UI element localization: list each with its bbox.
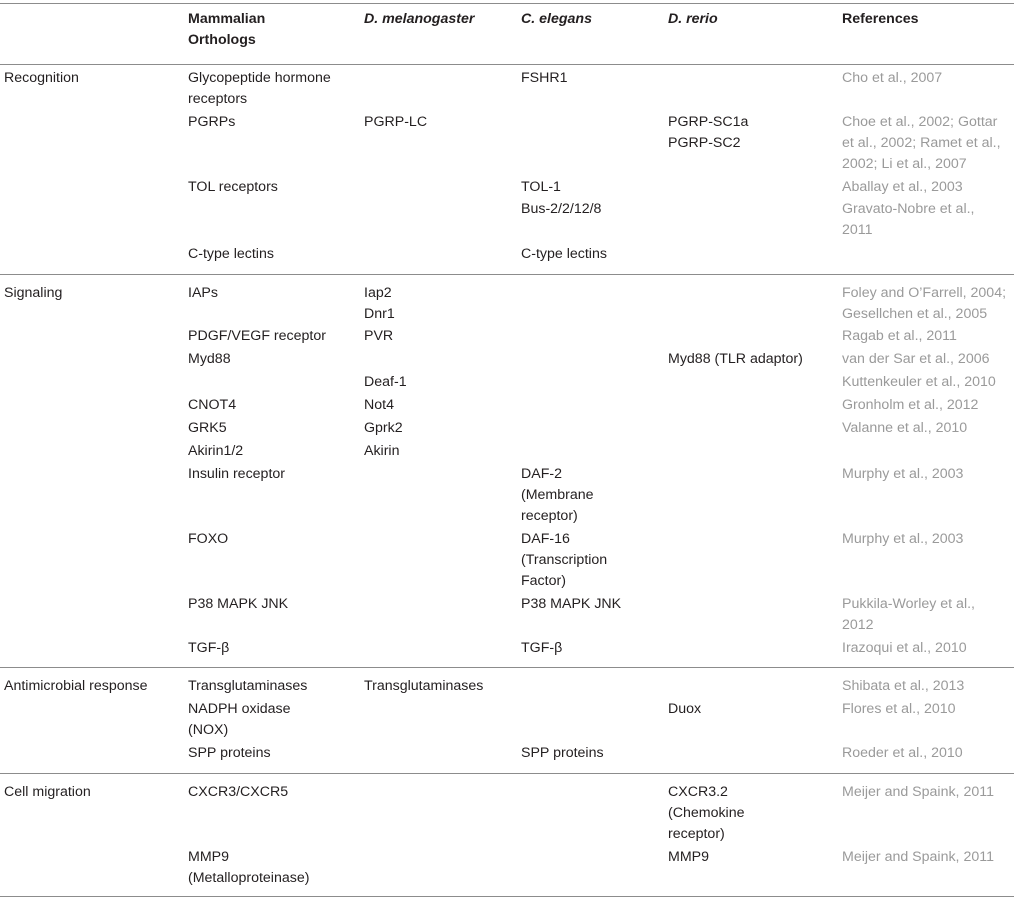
category-label: Recognition — [4, 70, 79, 86]
drosophila-cell: Iap2 Dnr1 — [364, 285, 395, 322]
mammalian-cell: Glycopeptide hormone receptors — [188, 70, 331, 107]
reference-cell: Gravato-Nobre et al., 2011 — [842, 201, 975, 238]
rule-top — [0, 3, 1014, 4]
reference-cell: Choe et al., 2002; Gottar et al., 2002; Ramet et al., 2002; Li et al., 2007 — [842, 114, 1001, 172]
reference-cell: Roeder et al., 2010 — [842, 745, 963, 761]
rerio-cell: CXCR3.2 (Chemokine receptor) — [668, 784, 745, 842]
reference-cell: Murphy et al., 2003 — [842, 531, 964, 547]
reference-cell: Valanne et al., 2010 — [842, 420, 968, 436]
elegans-cell: SPP proteins — [521, 745, 604, 761]
category-label: Signaling — [4, 285, 63, 301]
rule-header — [0, 64, 1014, 65]
mammalian-cell: MMP9 (Metalloproteinase) — [188, 849, 310, 886]
drosophila-cell: Deaf-1 — [364, 374, 407, 390]
reference-cell: Kuttenkeuler et al., 2010 — [842, 374, 996, 390]
reference-cell: Flores et al., 2010 — [842, 701, 956, 717]
rerio-cell: PGRP-SC1a PGRP-SC2 — [668, 114, 749, 151]
rerio-cell: MMP9 — [668, 849, 709, 865]
mammalian-cell: GRK5 — [188, 420, 227, 436]
drosophila-cell: Akirin — [364, 443, 400, 459]
drosophila-cell: PVR — [364, 328, 394, 344]
reference-cell: Meijer and Spaink, 2011 — [842, 784, 994, 800]
drosophila-cell: Not4 — [364, 397, 394, 413]
category-label: Antimicrobial response — [4, 678, 148, 694]
rule-bottom — [0, 896, 1014, 897]
reference-cell: Murphy et al., 2003 — [842, 466, 964, 482]
rule-signaling — [0, 667, 1014, 668]
rerio-cell: Myd88 (TLR adaptor) — [668, 351, 803, 367]
mammalian-cell: TOL receptors — [188, 179, 278, 195]
header-references: References — [842, 11, 919, 27]
reference-cell: Meijer and Spaink, 2011 — [842, 849, 994, 865]
reference-cell: Aballay et al., 2003 — [842, 179, 963, 195]
mammalian-cell: P38 MAPK JNK — [188, 596, 289, 612]
reference-cell: Irazoqui et al., 2010 — [842, 640, 967, 656]
mammalian-cell: CNOT4 — [188, 397, 237, 413]
mammalian-cell: Transglutaminases — [188, 678, 308, 694]
elegans-cell: TGF-β — [521, 640, 563, 656]
mammalian-cell: C-type lectins — [188, 246, 274, 262]
rerio-cell: Duox — [668, 701, 702, 717]
mammalian-cell: SPP proteins — [188, 745, 271, 761]
header-d-rerio: D. rerio — [668, 11, 718, 27]
mammalian-cell: NADPH oxidase (NOX) — [188, 701, 291, 738]
reference-cell: Pukkila-Worley et al., 2012 — [842, 596, 975, 633]
rule-antimicrobial — [0, 773, 1014, 774]
elegans-cell: C-type lectins — [521, 246, 607, 262]
mammalian-cell: CXCR3/CXCR5 — [188, 784, 289, 800]
mammalian-cell: Insulin receptor — [188, 466, 285, 482]
elegans-cell: Bus-2/2/12/8 — [521, 201, 602, 217]
mammalian-cell: Myd88 — [188, 351, 231, 367]
mammalian-cell: Akirin1/2 — [188, 443, 244, 459]
elegans-cell: P38 MAPK JNK — [521, 596, 622, 612]
reference-cell: Shibata et al., 2013 — [842, 678, 965, 694]
reference-cell: Foley and O’Farrell, 2004; Gesellchen et al., 2005 — [842, 285, 1007, 322]
mammalian-cell: PGRPs — [188, 114, 236, 130]
mammalian-cell: TGF-β — [188, 640, 230, 656]
reference-cell: Gronholm et al., 2012 — [842, 397, 979, 413]
header-mammalian-orthologs: Mammalian Orthologs — [188, 11, 266, 48]
mammalian-cell: IAPs — [188, 285, 218, 301]
header-c-elegans: C. elegans — [521, 11, 592, 27]
elegans-cell: DAF-2 (Membrane receptor) — [521, 466, 594, 524]
header-d-melanogaster: D. melanogaster — [364, 11, 475, 27]
mammalian-cell: FOXO — [188, 531, 229, 547]
reference-cell: Ragab et al., 2011 — [842, 328, 957, 344]
drosophila-cell: Transglutaminases — [364, 678, 484, 694]
category-label: Cell migration — [4, 784, 91, 800]
reference-cell: Cho et al., 2007 — [842, 70, 943, 86]
elegans-cell: TOL-1 — [521, 179, 561, 195]
rule-recognition — [0, 274, 1014, 275]
reference-cell: van der Sar et al., 2006 — [842, 351, 990, 367]
mammalian-cell: PDGF/VEGF receptor — [188, 328, 326, 344]
elegans-cell: DAF-16 (Transcription Factor) — [521, 531, 608, 589]
drosophila-cell: Gprk2 — [364, 420, 403, 436]
elegans-cell: FSHR1 — [521, 70, 568, 86]
drosophila-cell: PGRP-LC — [364, 114, 428, 130]
